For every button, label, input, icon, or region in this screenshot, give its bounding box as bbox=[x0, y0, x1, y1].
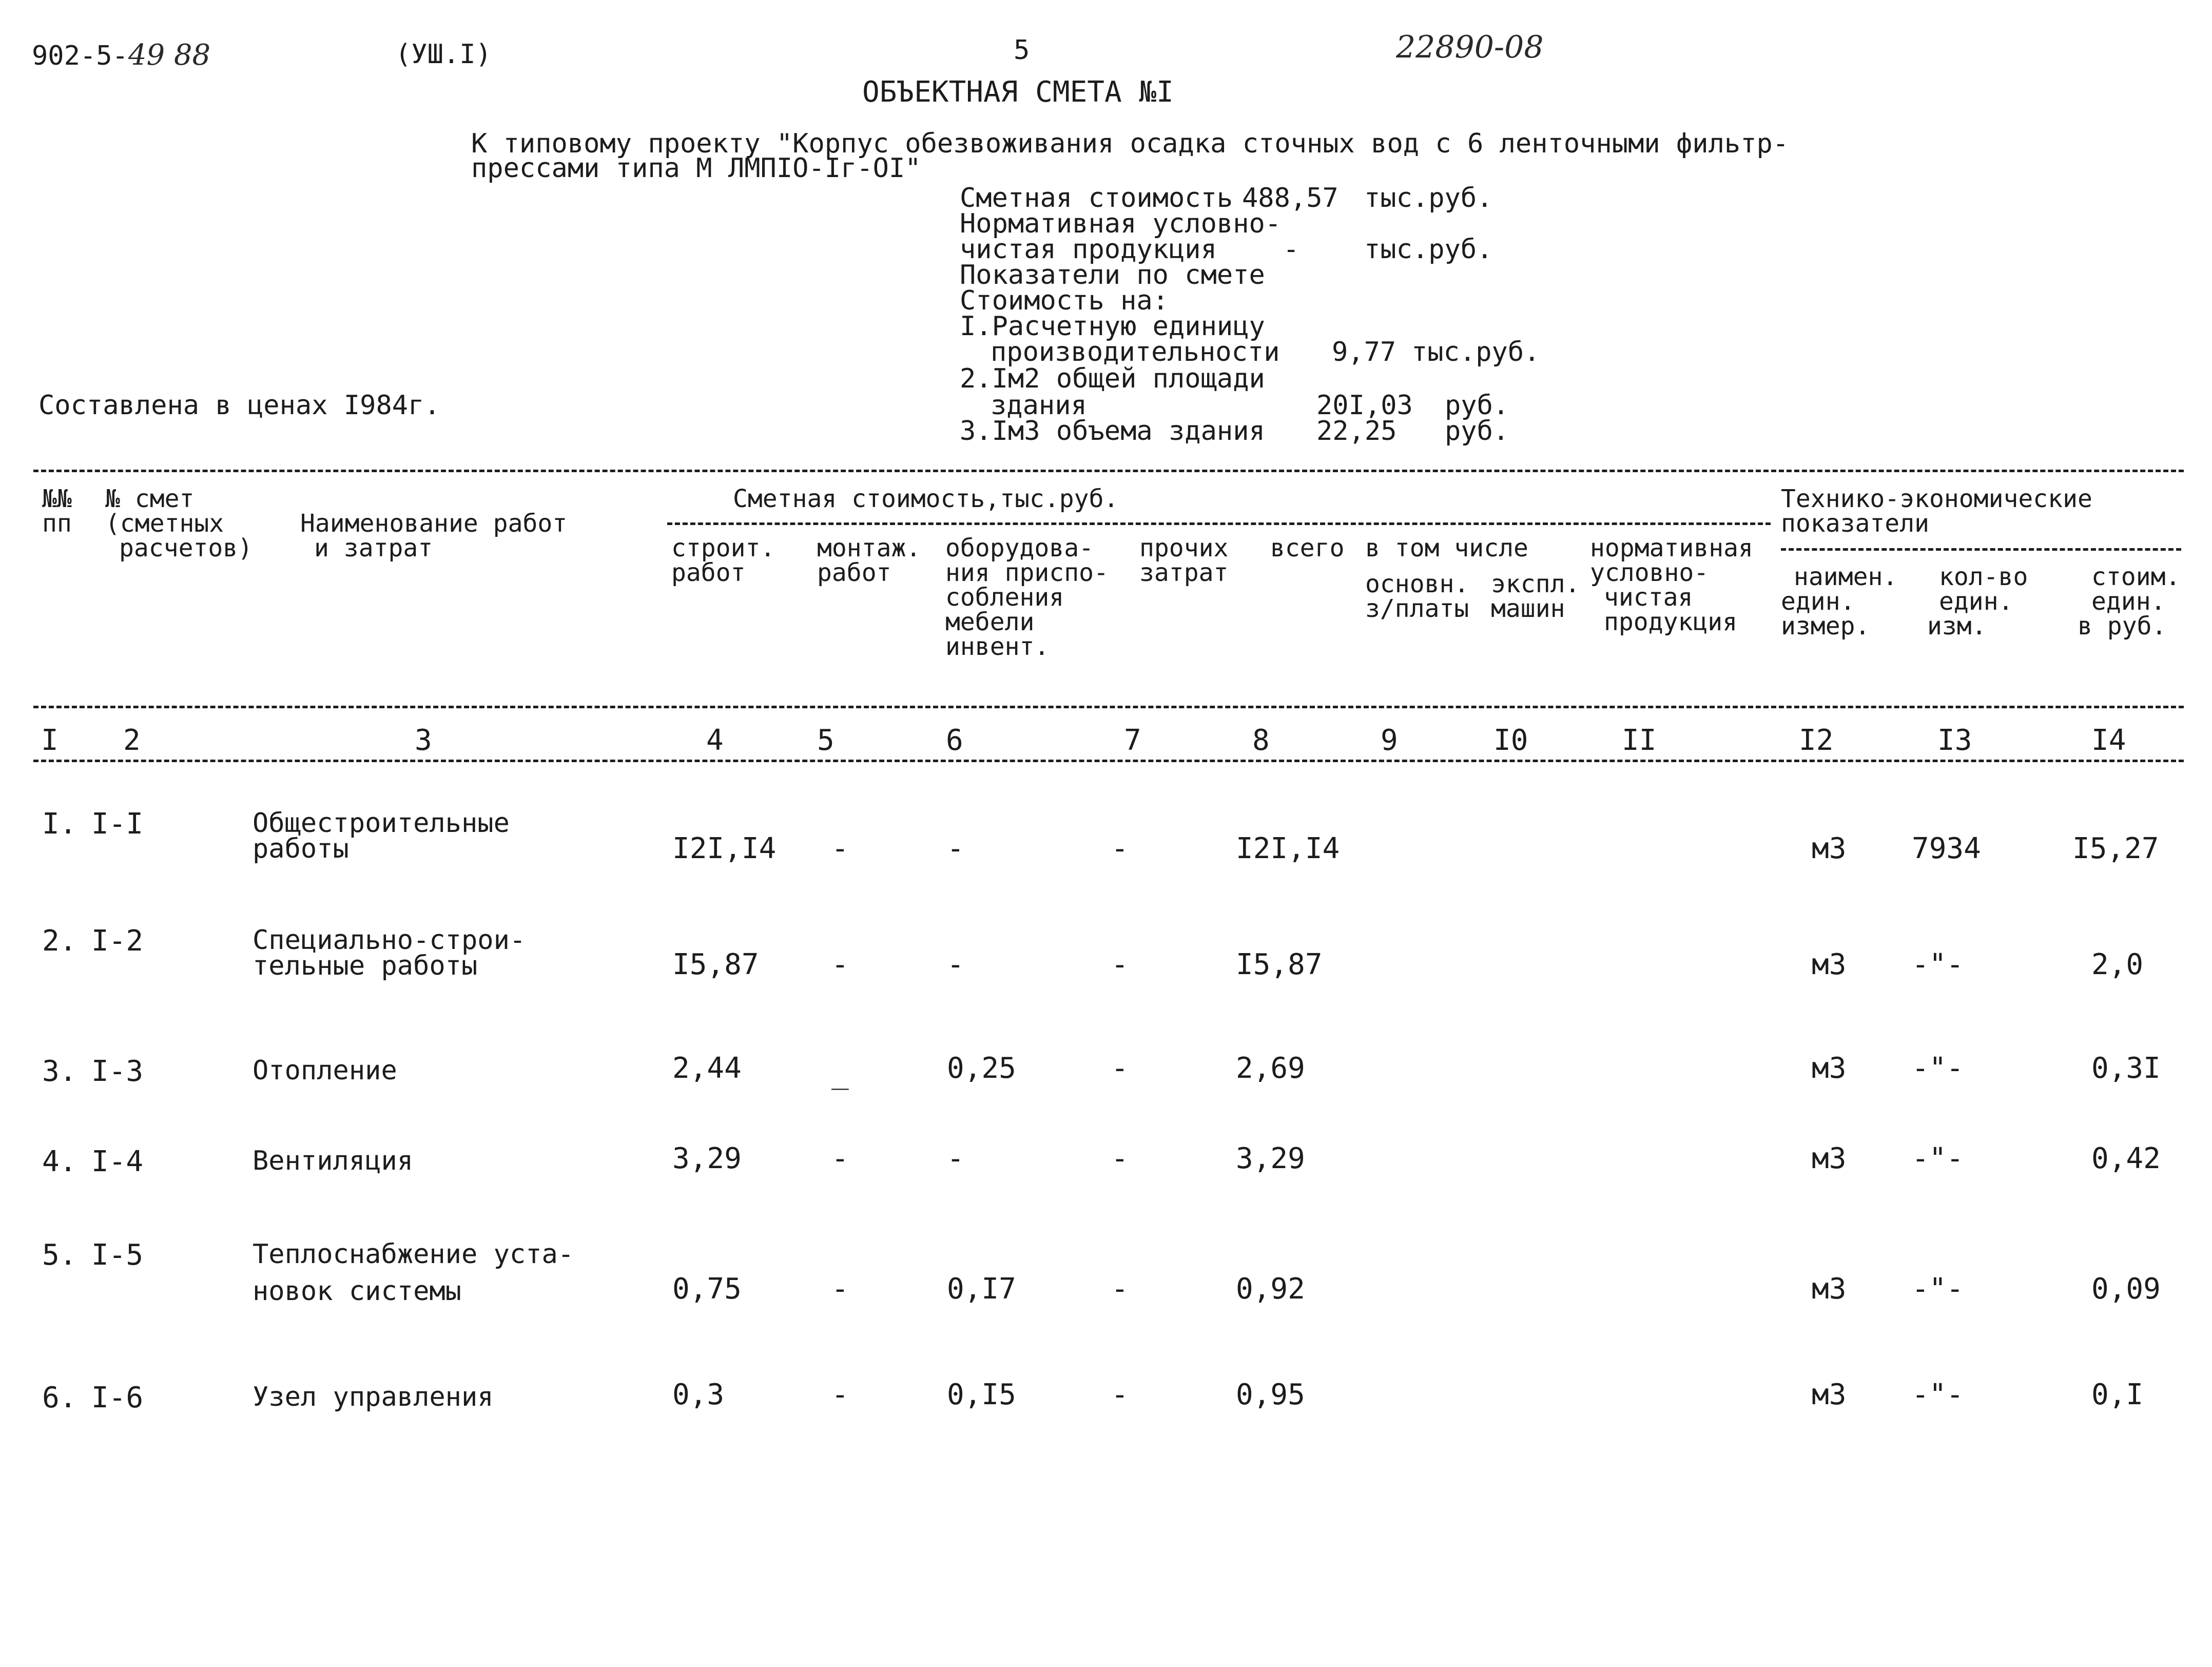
row-other-cost: - bbox=[1111, 1378, 1129, 1411]
tech-group-rule bbox=[1781, 548, 2181, 551]
row-equip-cost: 0,25 bbox=[947, 1052, 1016, 1085]
col14-header-3: в руб. bbox=[2078, 612, 2167, 641]
col14-header-2: един. bbox=[2091, 587, 2166, 616]
column-number: 7 bbox=[1124, 724, 1141, 757]
cost-value: 488,57 bbox=[1242, 183, 1338, 214]
norm-label-1: Нормативная условно- bbox=[960, 208, 1282, 239]
row-estimate-ref: I-3 bbox=[91, 1055, 144, 1088]
row-quantity: -"- bbox=[1912, 1142, 1964, 1175]
cost-per-label: Стоимость на: bbox=[960, 285, 1169, 316]
col6-header-4: мебели bbox=[945, 608, 1035, 636]
document-code-handwritten: 49 88 bbox=[128, 38, 211, 72]
row-other-cost: - bbox=[1111, 1052, 1129, 1085]
indicator-3-label: 3.Iм3 объема здания bbox=[960, 416, 1265, 447]
row-number: 2. bbox=[42, 924, 77, 958]
norm-unit: тыс.руб. bbox=[1364, 234, 1493, 265]
row-name-line-2: тельные работы bbox=[253, 951, 478, 981]
row-build-cost: 0,75 bbox=[672, 1272, 742, 1306]
row-unit: м3 bbox=[1812, 1052, 1847, 1085]
table-top-rule bbox=[33, 470, 2184, 472]
indicator-1-value: 9,77 bbox=[1332, 337, 1396, 367]
col7-header-2: затрат bbox=[1139, 558, 1229, 587]
row-equip-cost: 0,I5 bbox=[947, 1378, 1016, 1411]
col11-header-2: условно- bbox=[1590, 558, 1709, 587]
prices-note: Составлена в ценах I984г. bbox=[38, 390, 440, 421]
col13-header-2: един. bbox=[1939, 587, 2013, 616]
col2-header-2: (сметных bbox=[105, 509, 224, 538]
indicator-2-label-1: 2.Iм2 общей площади bbox=[960, 363, 1265, 394]
indicator-3-unit: руб. bbox=[1445, 416, 1509, 447]
row-estimate-ref: I-2 bbox=[91, 924, 144, 958]
row-number: I. bbox=[42, 807, 77, 841]
indicator-2-value: 20I,03 bbox=[1316, 390, 1413, 421]
row-build-cost: I5,87 bbox=[672, 948, 759, 981]
section-label: (УШ.I) bbox=[395, 39, 492, 70]
column-number: 8 bbox=[1252, 724, 1270, 757]
norm-label-2: чистая продукция bbox=[960, 234, 1217, 265]
document-code-printed: 902-5- bbox=[32, 41, 128, 71]
row-quantity: -"- bbox=[1912, 948, 1964, 981]
column-number: I4 bbox=[2091, 724, 2126, 757]
col11-header-4: продукция bbox=[1604, 608, 1738, 636]
col3-header-1: Наименование работ bbox=[300, 509, 568, 538]
row-build-cost: 3,29 bbox=[672, 1142, 742, 1175]
row-name-line-2: новок системы bbox=[253, 1276, 461, 1307]
column-number: 5 bbox=[817, 724, 835, 757]
col2-header-3: расчетов) bbox=[119, 534, 253, 563]
row-name-line-1: Специально-строи- bbox=[253, 925, 526, 956]
indicator-1-label-2: производительности bbox=[991, 337, 1280, 367]
col6-header-3: собления bbox=[945, 583, 1064, 612]
row-unit: м3 bbox=[1812, 1142, 1847, 1175]
table-header-bottom-rule bbox=[33, 706, 2184, 708]
row-mount-cost: - bbox=[831, 1142, 849, 1175]
column-number: I3 bbox=[1937, 724, 1972, 757]
column-number: 3 bbox=[415, 724, 432, 757]
cost-group-header: Сметная стоимость,тыс.руб. bbox=[733, 484, 1119, 513]
row-number: 4. bbox=[42, 1145, 77, 1178]
row-name-line-1: Отопление bbox=[253, 1055, 397, 1086]
col7-header-1: прочих bbox=[1139, 534, 1229, 563]
row-build-cost: 0,3 bbox=[672, 1378, 725, 1411]
col8-header: всего bbox=[1270, 534, 1345, 563]
row-mount-cost: - bbox=[831, 832, 849, 865]
row-quantity: -"- bbox=[1912, 1272, 1964, 1306]
cost-group-rule bbox=[667, 522, 1771, 525]
col5-header-2: работ bbox=[817, 558, 891, 587]
indicator-3-value: 22,25 bbox=[1316, 416, 1397, 447]
row-total-cost: 3,29 bbox=[1236, 1142, 1305, 1175]
row-estimate-ref: I-5 bbox=[91, 1238, 144, 1272]
col6-header-1: оборудова- bbox=[945, 534, 1094, 563]
row-unit-cost: I5,27 bbox=[2072, 832, 2159, 865]
row-equip-cost: 0,I7 bbox=[947, 1272, 1016, 1306]
row-build-cost: I2I,I4 bbox=[672, 832, 777, 865]
col1-header-2: пп bbox=[42, 509, 72, 538]
tech-group-header-2: показатели bbox=[1781, 509, 1929, 538]
row-unit: м3 bbox=[1812, 1272, 1847, 1306]
column-number: 2 bbox=[123, 724, 141, 757]
row-mount-cost: - bbox=[831, 948, 849, 981]
document-code bbox=[32, 38, 211, 72]
row-total-cost: I5,87 bbox=[1236, 948, 1323, 981]
row-total-cost: 0,95 bbox=[1236, 1378, 1305, 1411]
row-estimate-ref: I-4 bbox=[91, 1145, 144, 1178]
col9-header-1: основн. bbox=[1365, 570, 1469, 598]
row-name-line-1: Теплоснабжение уста- bbox=[253, 1239, 574, 1270]
row-mount-cost: - bbox=[831, 1272, 849, 1306]
row-equip-cost: - bbox=[947, 832, 964, 865]
handwritten-stamp: 22890-08 bbox=[1396, 29, 1544, 65]
row-unit: м3 bbox=[1812, 832, 1847, 865]
col6-header-2: ния приспо- bbox=[945, 558, 1109, 587]
row-quantity: -"- bbox=[1912, 1378, 1964, 1411]
col10-header-2: машин bbox=[1491, 594, 1565, 623]
indicator-2-label-2: здания bbox=[991, 390, 1087, 421]
row-unit-cost: 0,09 bbox=[2091, 1272, 2161, 1306]
col1-header-1: №№ bbox=[42, 484, 72, 513]
row-unit-cost: 0,42 bbox=[2091, 1142, 2161, 1175]
column-number: 9 bbox=[1381, 724, 1398, 757]
col5-header-1: монтаж. bbox=[817, 534, 921, 563]
row-mount-cost: _ bbox=[831, 1057, 849, 1090]
col4-header-1: строит. bbox=[671, 534, 775, 563]
column-number: I0 bbox=[1493, 724, 1528, 757]
tech-group-header-1: Технико-экономические bbox=[1781, 484, 2092, 513]
row-other-cost: - bbox=[1111, 948, 1129, 981]
row-build-cost: 2,44 bbox=[672, 1052, 742, 1085]
column-number: 6 bbox=[946, 724, 963, 757]
col13-header-1: кол-во bbox=[1939, 563, 2028, 591]
col14-header-1: стоим. bbox=[2091, 563, 2181, 591]
row-other-cost: - bbox=[1111, 832, 1129, 865]
indicator-1-label-1: I.Расчетную единицу bbox=[960, 311, 1265, 342]
row-unit: м3 bbox=[1812, 1378, 1847, 1411]
row-unit-cost: 0,I bbox=[2091, 1378, 2144, 1411]
row-number: 3. bbox=[42, 1055, 77, 1088]
col4-header-2: работ bbox=[671, 558, 746, 587]
project-line-2: прессами типа М ЛМПIО-Iг-OI" bbox=[471, 153, 921, 184]
col6-header-5: инвент. bbox=[945, 632, 1050, 661]
row-estimate-ref: I-I bbox=[91, 807, 144, 841]
col11-header-1: нормативная bbox=[1590, 534, 1753, 563]
row-mount-cost: - bbox=[831, 1378, 849, 1411]
col9-header-2: з/платы bbox=[1365, 594, 1469, 623]
indicator-1-unit: тыс.руб. bbox=[1411, 337, 1540, 367]
cost-unit: тыс.руб. bbox=[1364, 183, 1493, 214]
page-number: 5 bbox=[1014, 35, 1030, 66]
col10-header-1: экспл. bbox=[1491, 570, 1580, 598]
col12-header-3: измер. bbox=[1781, 612, 1870, 641]
row-unit-cost: 2,0 bbox=[2091, 948, 2144, 981]
row-other-cost: - bbox=[1111, 1272, 1129, 1306]
indicator-2-unit: руб. bbox=[1445, 390, 1509, 421]
row-number: 6. bbox=[42, 1381, 77, 1414]
col3-header-2: и затрат bbox=[314, 534, 433, 563]
row-total-cost: I2I,I4 bbox=[1236, 832, 1340, 865]
project-line-1: К типовому проекту "Корпус обезвоживания осадка сточных вод с 6 ленточными фильтр- bbox=[471, 128, 1789, 159]
row-quantity: -"- bbox=[1912, 1052, 1964, 1085]
norm-value: - bbox=[1283, 234, 1299, 265]
row-total-cost: 0,92 bbox=[1236, 1272, 1305, 1306]
col12-header-2: един. bbox=[1781, 587, 1855, 616]
row-estimate-ref: I-6 bbox=[91, 1381, 144, 1414]
document-title: ОБЪЕКТНАЯ СМЕТА №I bbox=[862, 75, 1174, 109]
row-unit-cost: 0,3I bbox=[2091, 1052, 2161, 1085]
including-header: в том числе bbox=[1365, 534, 1528, 563]
col11-header-3: чистая bbox=[1604, 583, 1693, 612]
row-other-cost: - bbox=[1111, 1142, 1129, 1175]
row-unit: м3 bbox=[1812, 948, 1847, 981]
column-number: I bbox=[41, 724, 59, 757]
row-total-cost: 2,69 bbox=[1236, 1052, 1305, 1085]
indicators-label: Показатели по смете bbox=[960, 260, 1265, 290]
row-equip-cost: - bbox=[947, 948, 964, 981]
row-name-line-1: Вентиляция bbox=[253, 1146, 414, 1176]
col2-header-1: № смет bbox=[105, 484, 195, 513]
row-name-line-2: работы bbox=[253, 833, 349, 864]
row-name-line-1: Узел управления bbox=[253, 1382, 494, 1412]
cost-label: Сметная стоимость bbox=[960, 183, 1233, 214]
column-number: II bbox=[1622, 724, 1657, 757]
col12-header-1: наимен. bbox=[1794, 563, 1898, 591]
col13-header-3: изм. bbox=[1927, 612, 1987, 641]
row-number: 5. bbox=[42, 1238, 77, 1272]
row-equip-cost: - bbox=[947, 1142, 964, 1175]
column-number: 4 bbox=[706, 724, 724, 757]
column-number: I2 bbox=[1799, 724, 1834, 757]
row-quantity: 7934 bbox=[1912, 832, 1981, 865]
row-name-line-1: Общестроительные bbox=[253, 808, 510, 839]
column-numbers-rule bbox=[33, 760, 2184, 762]
